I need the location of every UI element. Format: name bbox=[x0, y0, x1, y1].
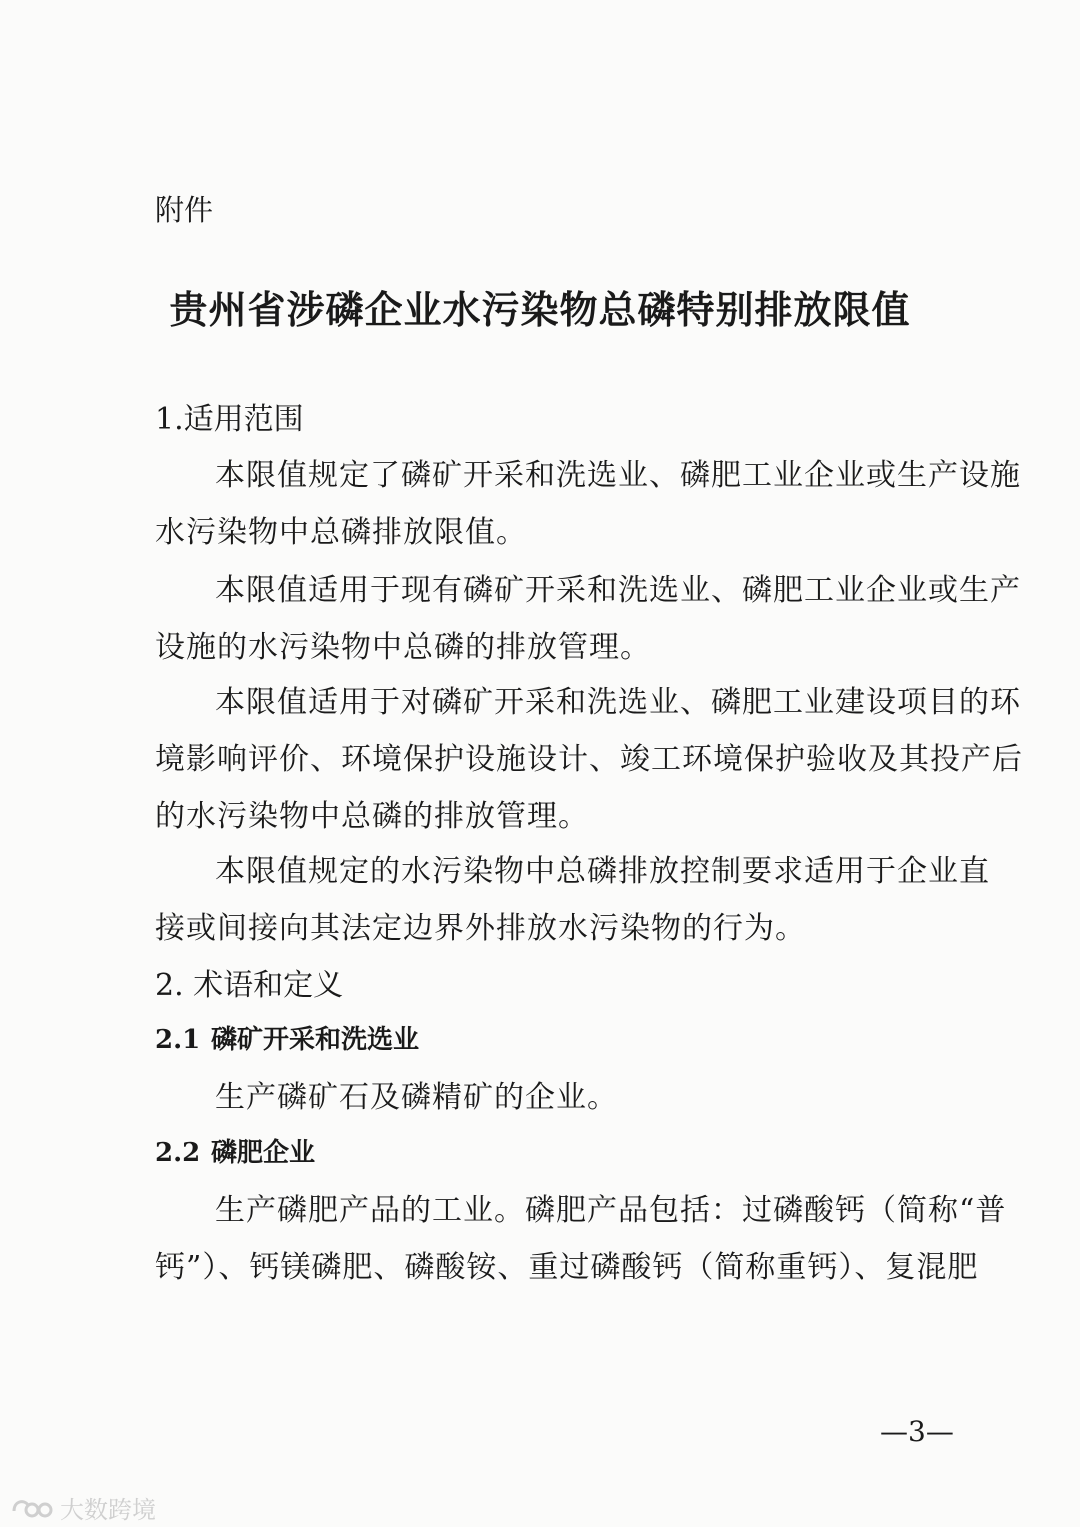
subsection-2-2-heading bbox=[155, 1140, 315, 1166]
paragraph-line: 境影响评价、环境保护设施设计、竣工环境保护验收及其投产后 bbox=[155, 742, 1023, 777]
paragraph-line: 生产磷矿石及磷精矿的企业。 bbox=[215, 1080, 618, 1115]
paragraph-line: 本限值适用于对磷矿开采和洗选业、磷肥工业建设项目的环 bbox=[215, 685, 1021, 720]
paragraph-line: 接或间接向其法定边界外排放水污染物的行为。 bbox=[155, 911, 806, 946]
subsection-2-1-heading bbox=[155, 1027, 419, 1053]
watermark bbox=[10, 1490, 156, 1525]
paragraph-line: 本限值适用于现有磷矿开采和洗选业、磷肥工业企业或生产 bbox=[215, 573, 1021, 608]
paragraph-line: 水污染物中总磷排放限值。 bbox=[155, 515, 527, 550]
paragraph-line: 设施的水污染物中总磷的排放管理。 bbox=[155, 630, 651, 665]
attachment-label: 附件 bbox=[155, 193, 214, 227]
section-1-heading: 1.适用范围 bbox=[155, 402, 304, 437]
subsection-label: 磷肥企业 bbox=[211, 1138, 316, 1168]
paragraph-line: 本限值规定的水污染物中总磷排放控制要求适用于企业直 bbox=[215, 854, 990, 889]
paragraph-line: 本限值规定了磷矿开采和洗选业、磷肥工业企业或生产设施 bbox=[215, 458, 1021, 493]
page-number: —3— bbox=[880, 1415, 954, 1448]
section-2-heading: 2. 术语和定义 bbox=[155, 968, 344, 1003]
subsection-label: 磷矿开采和洗选业 bbox=[211, 1025, 420, 1055]
paragraph-line: 钙”）、钙镁磷肥、磷酸铵、重过磷酸钙（简称重钙）、复混肥 bbox=[155, 1250, 979, 1285]
paragraph-line: 生产磷肥产品的工业。磷肥产品包括：过磷酸钙（简称“普 bbox=[215, 1193, 1007, 1228]
document-title: 贵州省涉磷企业水污染物总磷特别排放限值 bbox=[169, 288, 911, 332]
paragraph-line: 的水污染物中总磷的排放管理。 bbox=[155, 799, 589, 834]
subsection-number: 2.2 bbox=[155, 1138, 201, 1168]
subsection-number: 2.1 bbox=[155, 1025, 201, 1055]
brand-logo-icon bbox=[10, 1495, 54, 1521]
watermark-text: 大数跨境 bbox=[60, 1496, 156, 1524]
